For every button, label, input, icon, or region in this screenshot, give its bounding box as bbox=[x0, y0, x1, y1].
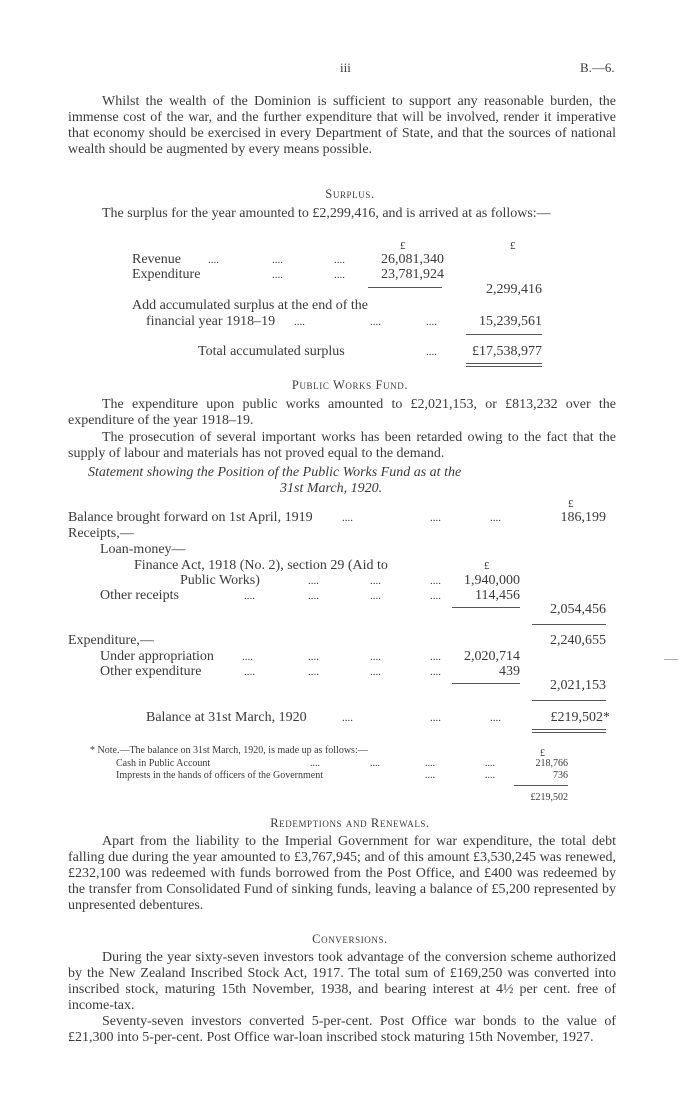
leader-dots: .... bbox=[244, 590, 255, 602]
finance-act-label-2: Public Works) bbox=[180, 573, 260, 588]
leader-dots: .... bbox=[426, 316, 437, 328]
double-rule bbox=[532, 732, 606, 733]
surplus-intro bbox=[68, 206, 616, 222]
leader-dots: .... bbox=[430, 575, 441, 587]
note-line: * Note.—The balance on 31st March, 1920, is made up as follows:— bbox=[90, 745, 368, 756]
redemptions-paragraph bbox=[68, 834, 616, 914]
receipts-label: Receipts,— bbox=[68, 526, 134, 541]
loan-money-label: Loan-money— bbox=[100, 542, 186, 557]
leader-dots: .... bbox=[208, 254, 219, 266]
conversions-heading: Conversions. bbox=[312, 932, 388, 946]
note-imprests-value: 736 bbox=[553, 770, 568, 781]
divider bbox=[466, 334, 542, 335]
grand-total: 2,240,655 bbox=[550, 633, 606, 648]
conversions-para1-text: During the year sixty-seven investors took advantage of the conversion scheme authorized by the New Zealand Inscribed Stock Act, 1917. The total sum of £169,250 was converted into inscribed stock, maturing 15th November, 1938, and bearing interest at 4½ per cent. free of income-tax. bbox=[68, 950, 616, 1013]
note-cash-value: 218,766 bbox=[535, 758, 568, 769]
leader-dots: .... bbox=[294, 316, 305, 328]
surplus-intro-text: The surplus for the year amounted to £2,299,416, and is arrived at as follows:— bbox=[102, 206, 551, 221]
leader-dots: .... bbox=[272, 254, 283, 266]
other-expenditure-label: Other expenditure bbox=[100, 664, 202, 679]
pw-currency-col1: £ bbox=[484, 560, 490, 572]
intro-text: Whilst the wealth of the Dominion is sufficient to support any reasonable burden, the immense cost of the war, and the further expenditure that will be involved, render it imperative that economy should be exercised in every Department of State, and that the sources of national wealth should be augmented by every means possible. bbox=[68, 94, 616, 157]
leader-dots: .... bbox=[430, 651, 441, 663]
balance-label: Balance at 31st March, 1920 bbox=[146, 710, 307, 725]
note-total: £219,502 bbox=[530, 792, 568, 803]
leader-dots: .... bbox=[490, 512, 501, 524]
surplus-difference-value: 2,299,416 bbox=[486, 282, 542, 297]
leader-dots: .... bbox=[342, 512, 353, 524]
divider bbox=[532, 700, 606, 701]
public-works-para1 bbox=[68, 397, 616, 429]
leader-dots: .... bbox=[370, 316, 381, 328]
leader-dots: .... bbox=[425, 770, 435, 781]
leader-dots: .... bbox=[308, 651, 319, 663]
surplus-heading: Surplus. bbox=[325, 187, 375, 201]
under-appropriation-label: Under appropriation bbox=[100, 649, 214, 664]
public-works-para1-text: The expenditure upon public works amounted to £2,021,153, or £813,232 over the expenditure of the year 1918–19. bbox=[68, 397, 616, 428]
divider bbox=[532, 624, 606, 625]
conversions-para1 bbox=[68, 950, 616, 1014]
double-rule bbox=[532, 729, 606, 730]
other-receipts-label: Other receipts bbox=[100, 588, 179, 603]
note-currency: £ bbox=[540, 748, 545, 759]
leader-dots: .... bbox=[426, 346, 437, 358]
expenditure-value: 23,781,924 bbox=[381, 267, 444, 282]
leader-dots: .... bbox=[370, 758, 380, 769]
leader-dots: .... bbox=[244, 666, 255, 678]
balance-forward-value: 186,199 bbox=[560, 510, 606, 525]
leader-dots: .... bbox=[310, 758, 320, 769]
leader-dots: .... bbox=[242, 651, 253, 663]
leader-dots: .... bbox=[430, 666, 441, 678]
other-receipts-value: 114,456 bbox=[475, 588, 520, 603]
add-accumulated-value: 15,239,561 bbox=[479, 314, 542, 329]
add-accumulated-label-2: financial year 1918–19 bbox=[146, 314, 276, 329]
leader-dots: .... bbox=[370, 590, 381, 602]
leader-dots: .... bbox=[485, 770, 495, 781]
divider bbox=[368, 287, 442, 288]
expenditure-label: Expenditure bbox=[132, 267, 201, 282]
balance-value: £219,502* bbox=[550, 710, 610, 725]
page-number: iii bbox=[340, 60, 351, 75]
add-accumulated-label-1: Add accumulated surplus at the end of the bbox=[132, 298, 368, 313]
leader-dots: .... bbox=[430, 512, 441, 524]
leader-dots: .... bbox=[272, 269, 283, 281]
divider bbox=[452, 683, 520, 684]
statement-title-2: 31st March, 1920. bbox=[280, 481, 383, 496]
note-imprests-label: Imprests in the hands of officers of the Government bbox=[116, 770, 323, 781]
total-accumulated-value: £17,538,977 bbox=[472, 344, 542, 359]
expenditure-total: 2,021,153 bbox=[550, 678, 606, 693]
leader-dots: .... bbox=[308, 666, 319, 678]
statement-title-1: Statement showing the Position of the Public Works Fund as at the bbox=[88, 465, 462, 480]
other-expenditure-value: 439 bbox=[499, 664, 520, 679]
finance-act-value: 1,940,000 bbox=[464, 573, 520, 588]
margin-mark bbox=[664, 659, 678, 660]
total-accumulated-label: Total accumulated surplus bbox=[198, 344, 345, 359]
leader-dots: .... bbox=[370, 666, 381, 678]
expenditure-section-label: Expenditure,— bbox=[68, 633, 154, 648]
revenue-value: 26,081,340 bbox=[381, 252, 444, 267]
leader-dots: .... bbox=[308, 590, 319, 602]
divider bbox=[514, 785, 568, 786]
redemptions-heading: Redemptions and Renewals. bbox=[270, 816, 430, 830]
leader-dots: .... bbox=[490, 712, 501, 724]
conversions-para2 bbox=[68, 1014, 616, 1046]
leader-dots: .... bbox=[342, 712, 353, 724]
under-appropriation-value: 2,020,714 bbox=[464, 649, 520, 664]
leader-dots: .... bbox=[425, 758, 435, 769]
public-works-para2-text: The prosecution of several important works has been retarded owing to the fact that the supply of labour and materials has not proved equal to the demand. bbox=[68, 430, 616, 461]
leader-dots: .... bbox=[334, 269, 345, 281]
leader-dots: .... bbox=[308, 575, 319, 587]
leader-dots: .... bbox=[485, 758, 495, 769]
public-works-heading: Public Works Fund. bbox=[291, 378, 409, 392]
balance-forward-label: Balance brought forward on 1st April, 1919 bbox=[68, 510, 313, 525]
conversions-para2-text: Seventy-seven investors converted 5-per-cent. Post Office war bonds to the value of £21,300 into 5-per-cent. Post Office war-loan inscribed stock maturing 15th November, 1927. bbox=[68, 1014, 616, 1045]
receipts-total: 2,054,456 bbox=[550, 602, 606, 617]
intro-paragraph bbox=[68, 94, 616, 158]
public-works-para2 bbox=[68, 430, 616, 462]
leader-dots: .... bbox=[370, 575, 381, 587]
leader-dots: .... bbox=[430, 590, 441, 602]
note-cash-label: Cash in Public Account bbox=[116, 758, 211, 769]
redemptions-text: Apart from the liability to the Imperial Government for war expenditure, the total debt falling due during the year amounted to £3,767,945; and of this amount £3,530,245 was renewed, £232,100 was redeemed with funds borrowed from the Post Office, and £400 was redeemed by the transfer from Consolidated Fund of sinking funds, leaving a balance of £5,200 represented by unpresented debentures. bbox=[68, 834, 616, 913]
revenue-label: Revenue bbox=[132, 252, 181, 267]
document-reference: B.—6. bbox=[580, 60, 615, 75]
surplus-currency-col2: £ bbox=[510, 240, 516, 252]
leader-dots: .... bbox=[334, 254, 345, 266]
double-rule bbox=[466, 363, 542, 364]
leader-dots: .... bbox=[430, 712, 441, 724]
surplus-currency-col1: £ bbox=[400, 240, 406, 252]
pw-currency-col2: £ bbox=[568, 498, 574, 510]
divider bbox=[452, 607, 520, 608]
leader-dots: .... bbox=[370, 651, 381, 663]
double-rule bbox=[466, 366, 542, 367]
finance-act-label-1: Finance Act, 1918 (No. 2), section 29 (Aid to bbox=[134, 558, 388, 573]
